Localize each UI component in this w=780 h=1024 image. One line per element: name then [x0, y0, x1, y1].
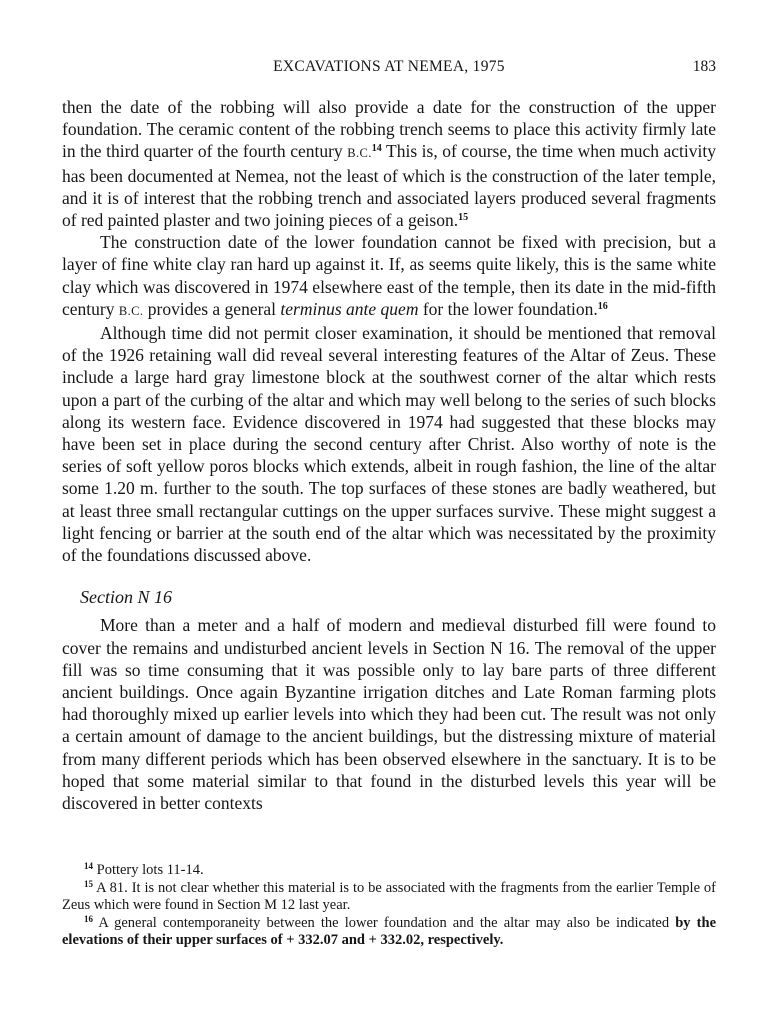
paragraph-1-text-b: This is, of course, the time when much activity has been documented at Nemea, not the least of which is the construction of the later temple, and it is of interest that the robbing trench and associated layers produced several fragments of red painted plaster and two joining pieces of a geison.	[62, 141, 716, 231]
paragraph-3: Although time did not permit closer examination, it should be mentioned that removal of the 1926 retaining wall did reveal several interesting features of the Altar of Zeus. These include a large hard gray limestone block at the southwest corner of the altar which rests upon a part of the curbing of the altar and which may well belong to the series of such blocks along its western face. Evidence discovered in 1974 had suggested that these blocks may have been set in place during the second century after Christ. Also worthy of note is the series of soft yellow poros blocks which extends, albeit in rough fashion, the line of the altar some 1.20 m. further to the south. The top surfaces of these stones are badly weathered, but at least three small rectangular cuttings on the upper surfaces survive. These might suggest a light fencing or barrier at the south end of the altar which was necessitated by the proximity of the foundations discussed above.	[62, 323, 716, 566]
running-head	[62, 58, 716, 82]
footnote-ref-15[interactable]: 15	[458, 212, 469, 224]
paragraph-1	[62, 96, 716, 231]
page-number: 183	[692, 58, 716, 75]
footnote-number: 14	[84, 861, 93, 871]
footnote-ref-16[interactable]: 16	[597, 300, 608, 312]
page-body	[62, 58, 716, 814]
footnotes	[62, 862, 716, 950]
footnote-16	[62, 915, 716, 950]
era-abbreviation: B.C.	[118, 303, 144, 318]
section-heading: Section N 16	[80, 587, 172, 608]
footnote-number: 16	[84, 913, 93, 924]
footnote-number: 15	[84, 878, 93, 889]
paragraph-2-text-a: The construction date of the lower foundation cannot be fixed with precision, but a layer of fine white clay ran hard up against it. If, as seems quite likely, this is the same white clay which was discovered in 1974 elsewhere east of the temple, then its date in the mid-fifth century	[62, 232, 716, 319]
footnote-text-bold: by the elevations of their upper surfaces of + 332.07 and + 332.02, respectively.	[62, 914, 716, 948]
footnote-ref-14[interactable]: 14	[371, 143, 382, 155]
paragraph-2	[62, 231, 716, 322]
paragraph-2-text-b: provides a general	[143, 298, 281, 319]
latin-term: terminus ante quem	[280, 298, 419, 319]
footnote-text: A 81. It is not clear whether this material is to be associated with the fragments from the earlier Temple of Zeus which were found in Section M 12 last year.	[62, 879, 717, 913]
main-text	[62, 96, 716, 814]
footnote-text: A general contemporaneity between the lower foundation and the altar may also be indicated	[98, 914, 676, 931]
footnote-text: Pottery lots 11-14.	[96, 862, 204, 878]
footnote-15	[62, 880, 716, 915]
era-abbreviation: B.C.	[347, 146, 372, 161]
footnote-14	[62, 862, 716, 880]
paragraph-1-text-a: then the date of the robbing will also provide a date for the construction of the upper foundation. The ceramic content of the robbing trench seems to place this activity firmly late in the third quarter of the fourth century	[62, 97, 716, 162]
running-head-title: EXCAVATIONS AT NEMEA, 1975	[273, 58, 505, 75]
paragraph-2-text-c: for the lower foundation.	[418, 298, 598, 319]
paragraph-4: More than a meter and a half of modern and medieval disturbed fill were found to cover the remains and undisturbed ancient levels in Section N 16. The removal of the upper fill was so time consuming that it was possible only to lay bare parts of three different ancient buildings. Once again Byzantine irrigation ditches and Late Roman farming plots had thoroughly mixed up earlier levels into which they had been cut. The result was not only a certain amount of damage to the ancient buildings, but the distressing mixture of material from many different periods which has been observed elsewhere in the sanctuary. It is to be hoped that some material similar to that found in the disturbed levels this year will be discovered in better contexts	[62, 615, 716, 814]
